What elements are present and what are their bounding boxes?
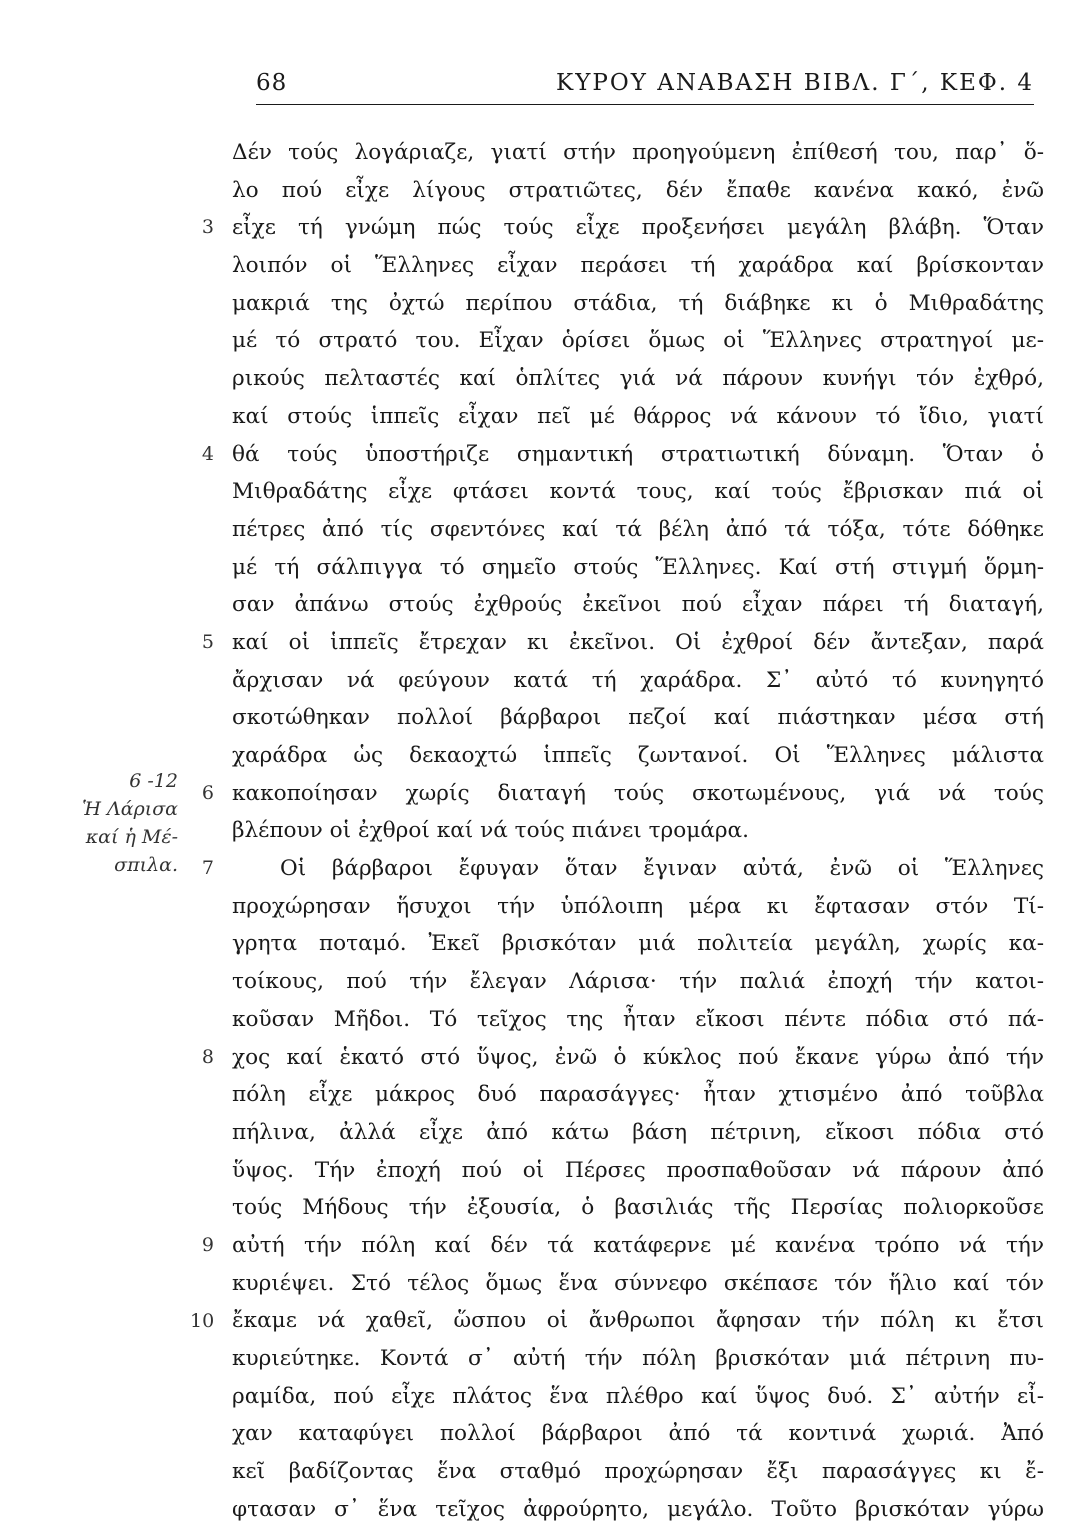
text-line: ραμίδα, πού εἶχε πλάτος ἕνα πλέθρο καί ὕψος δυό. Σ᾽ αὐτήν εἶ-: [232, 1383, 1044, 1409]
text-line: κοῦσαν Μῆδοι. Τό τεῖχος της ἦταν εἴκοσι πέντε πόδια στό πά-: [232, 1006, 1044, 1032]
text-line: τούς Μήδους τήν ἐξουσία, ὁ βασιλιάς τῆς Περσίας πολιορκοῦσε: [232, 1195, 1044, 1221]
text-line: χος καί ἑκατό στό ὕψος, ἐνῶ ὁ κύκλος πού ἔκανε γύρω ἀπό τήν: [232, 1044, 1044, 1070]
margin-note-line: 6 -12: [129, 770, 178, 792]
text-line: σκοτώθηκαν πολλοί βάρβαροι πεζοί καί πιάστηκαν μέσα στή: [232, 705, 1044, 731]
text-line: χαν καταφύγει πολλοί βάρβαροι ἀπό τά κοντινά χωριά. Ἀπό: [232, 1421, 1044, 1447]
section-number: 3: [201, 216, 214, 239]
text-line: τοίκους, πού τήν ἔλεγαν Λάρισα· τήν παλιά ἐποχή τήν κατοι-: [232, 969, 1044, 995]
text-line: καί οἱ ἱππεῖς ἔτρεχαν κι ἐκεῖνοι. Οἱ ἐχθροί δέν ἄντεξαν, παρά: [232, 629, 1044, 655]
text-line: λοιπόν οἱ Ἕλληνες εἶχαν περάσει τή χαράδρα καί βρίσκονταν: [232, 253, 1044, 279]
text-line: ρικούς πελταστές καί ὁπλίτες γιά νά πάρουν κυνήγι τόν ἐχθρό,: [232, 366, 1044, 392]
text-line: Μιθραδάτης εἶχε φτάσει κοντά τους, καί τούς ἔβρισκαν πιά οἱ: [232, 479, 1044, 505]
body-text: [232, 134, 1044, 1528]
page-header: [256, 70, 1034, 110]
text-line: μέ τή σάλπιγγα τό σημεῖο στούς Ἕλληνες. Καί στή στιγμή ὅρμη-: [232, 554, 1044, 580]
margin-note: [60, 767, 178, 879]
page-number: 68: [256, 70, 288, 96]
text-line: μακριά της ὀχτώ περίπου στάδια, τή διάβηκε κι ὁ Μιθραδάτης: [232, 290, 1044, 316]
section-number: 4: [201, 442, 214, 465]
text-line: Οἱ βάρβαροι ἔφυγαν ὅταν ἔγιναν αὐτά, ἐνῶ οἱ Ἕλληνες: [280, 856, 1044, 882]
text-line: αὐτή τήν πόλη καί δέν τά κατάφερνε μέ κανένα τρόπο νά τήν: [232, 1232, 1044, 1258]
text-line: γρητα ποταμό. Ἐκεῖ βρισκόταν μιά πολιτεία μεγάλη, χωρίς κα-: [232, 931, 1044, 957]
text-line: χαράδρα ὡς δεκαοχτώ ἱππεῖς ζωντανοί. Οἱ Ἕλληνες μάλιστα: [232, 743, 1044, 768]
text-line: ὕψος. Τήν ἐποχή πού οἱ Πέρσες προσπαθοῦσαν νά πάρουν ἀπό: [232, 1157, 1044, 1183]
text-line: λο πού εἶχε λίγους στρατιῶτες, δέν ἔπαθε κανένα κακό, ἐνῶ: [232, 177, 1044, 203]
section-number: 9: [201, 1234, 214, 1257]
text-line: βλέπουν οἱ ἐχθροί καί νά τούς πιάνει τρομάρα.: [232, 818, 749, 844]
margin-note-line: καί ἡ Μέ-: [85, 826, 178, 848]
section-number: 8: [201, 1045, 214, 1068]
text-line: θά τούς ὑποστήριζε σημαντική στρατιωτική δύναμη. Ὅταν ὁ: [232, 441, 1044, 467]
section-number: 6: [201, 781, 214, 804]
text-line: πόλη εἶχε μάκρος δυό παρασάγγες· ἦταν χτισμένο ἀπό τοῦβλα: [232, 1082, 1044, 1108]
margin-note-line: Ἡ Λάρισα: [82, 798, 178, 820]
text-line: πήλινα, ἀλλά εἶχε ἀπό κάτω βάση πέτρινη, εἴκοσι πόδια στό: [232, 1119, 1044, 1145]
text-line: ἔκαμε νά χαθεῖ, ὥσπου οἱ ἄνθρωποι ἄφησαν τήν πόλη κι ἔτσι: [232, 1308, 1044, 1334]
section-number: 5: [201, 631, 214, 654]
text-line: εἶχε τή γνώμη πώς τούς εἶχε προξενήσει μεγάλη βλάβη. Ὅταν: [232, 215, 1044, 241]
text-line: μέ τό στρατό του. Εἶχαν ὁρίσει ὅμως οἱ Ἕλληνες στρατηγοί με-: [232, 328, 1044, 354]
text-line: προχώρησαν ἥσυχοι τήν ὑπόλοιπη μέρα κι ἔφτασαν στόν Τί-: [232, 893, 1044, 919]
text-line: σαν ἀπάνω στούς ἐχθρούς ἐκεῖνοι πού εἶχαν πάρει τή διαταγή,: [232, 592, 1044, 618]
margin-note-line: σπιλα.: [114, 854, 178, 876]
running-title: ΚΥΡΟΥ ΑΝΑΒΑΣΗ ΒΙΒΛ. Γ΄, ΚΕΦ. 4: [556, 70, 1034, 96]
section-number: 10: [190, 1309, 215, 1332]
section-number: 7: [201, 857, 214, 880]
text-line: κεῖ βαδίζοντας ἕνα σταθμό προχώρησαν ἔξι παρασάγγες κι ἔ-: [232, 1459, 1044, 1485]
text-line: κυριεύτηκε. Κοντά σ᾽ αὐτή τήν πόλη βρισκόταν μιά πέτρινη πυ-: [232, 1346, 1044, 1371]
text-line: φτασαν σ᾽ ἕνα τεῖχος ἀφρούρητο, μεγάλο. Τοῦτο βρισκόταν γύρω: [232, 1496, 1044, 1522]
text-line: πέτρες ἀπό τίς σφεντόνες καί τά βέλη ἀπό τά τόξα, τότε δόθηκε: [232, 516, 1044, 542]
header-rule: [256, 104, 1034, 105]
text-line: ἄρχισαν νά φεύγουν κατά τή χαράδρα. Σ᾽ αὐτό τό κυνηγητό: [232, 667, 1044, 693]
text-line: καί στούς ἱππεῖς εἶχαν πεῖ μέ θάρρος νά κάνουν τό ἴδιο, γιατί: [232, 403, 1044, 429]
text-line: Δέν τούς λογάριαζε, γιατί στήν προηγούμενη ἐπίθεσή του, παρ᾽ ὅ-: [232, 140, 1044, 165]
text-line: κυριέψει. Στό τέλος ὅμως ἕνα σύννεφο σκέπασε τόν ἥλιο καί τόν: [232, 1270, 1044, 1296]
text-line: κακοποίησαν χωρίς διαταγή τούς σκοτωμένους, γιά νά τούς: [232, 780, 1044, 806]
